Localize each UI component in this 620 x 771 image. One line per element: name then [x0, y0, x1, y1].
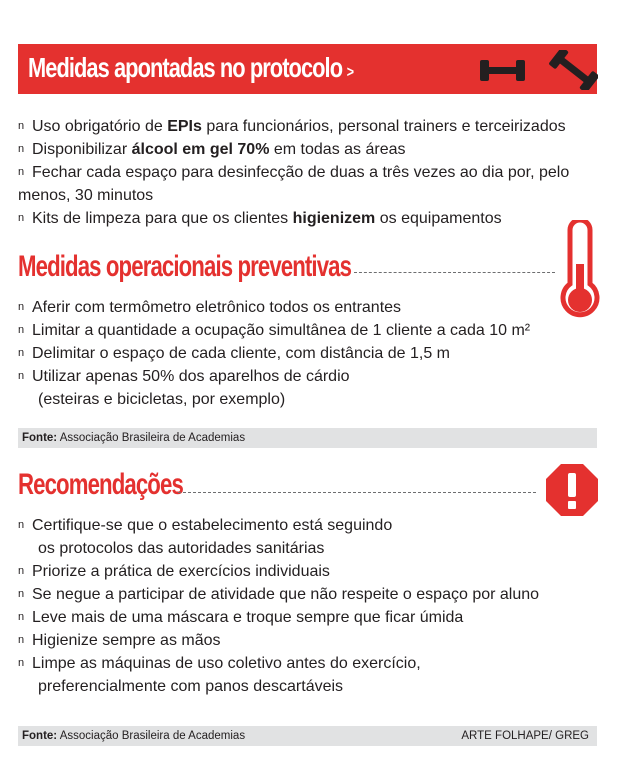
list-item: n Priorize a prática de exercícios individuais: [18, 560, 608, 583]
section-title-recomendacoes: Recomendações: [18, 468, 183, 501]
bullet-icon: n: [18, 370, 25, 382]
bullet-icon: n: [18, 634, 25, 646]
list-item: n Uso obrigatório de EPIs para funcionários, personal trainers e terceirizados: [18, 115, 608, 138]
dumbbell-icon: [478, 50, 598, 90]
protocol-list: [18, 115, 608, 230]
operational-list: [18, 296, 608, 411]
source-note: [18, 428, 597, 448]
list-item: n Utilizar apenas 50% dos aparelhos de cárdio (esteiras e bicicletas, por exemplo): [18, 365, 608, 411]
dotted-divider: [178, 492, 536, 493]
bullet-icon: n: [18, 143, 25, 155]
section-banner: [18, 44, 597, 94]
list-item: n Limitar a quantidade a ocupação simultânea de 1 cliente a cada 10 m²: [18, 319, 608, 342]
bullet-icon: n: [18, 301, 25, 313]
bullet-icon: n: [18, 212, 25, 224]
list-item: n Fechar cada espaço para desinfecção de duas a três vezes ao dia por, pelo menos, 30 minutos: [18, 161, 608, 207]
source-text: Associação Brasileira de Academias: [57, 730, 246, 742]
bullet-icon: n: [18, 519, 25, 531]
list-item: n Certifique-se que o estabelecimento está seguindo os protocolos das autoridades sanitárias: [18, 514, 608, 560]
recommendations-list: [18, 514, 608, 698]
list-item: n Limpe as máquinas de uso coletivo antes do exercício, preferencialmente com panos descartáveis: [18, 652, 608, 698]
list-item: n Leve mais de uma máscara e troque sempre que ficar úmida: [18, 606, 608, 629]
banner-title-text: Medidas apontadas no protocolo: [28, 52, 343, 83]
bullet-icon: n: [18, 611, 25, 623]
source-label: Fonte:: [22, 432, 58, 444]
list-item-continuation: os protocolos das autoridades sanitárias: [38, 540, 325, 557]
bullet-icon: n: [18, 166, 25, 178]
warning-octagon-icon: [544, 462, 600, 518]
bullet-icon: n: [18, 565, 25, 577]
list-item: n Higienize sempre as mãos: [18, 629, 608, 652]
arrow-icon: >: [346, 64, 355, 81]
list-item: n Se negue a participar de atividade que não respeite o espaço por aluno: [18, 583, 608, 606]
list-item-continuation: menos, 30 minutos: [18, 187, 154, 204]
bullet-icon: n: [18, 347, 25, 359]
dotted-divider: [354, 272, 555, 273]
section-title-protocolo: [28, 52, 354, 84]
bullet-icon: n: [18, 324, 25, 336]
list-item-continuation: (esteiras e bicicletas, por exemplo): [38, 391, 286, 408]
bullet-icon: n: [18, 588, 25, 600]
list-item: n Kits de limpeza para que os clientes higienizem os equipamentos: [18, 207, 608, 230]
bullet-icon: n: [18, 657, 25, 669]
art-credit: ARTE FOLHAPE/ GREG: [461, 730, 589, 742]
source-label: Fonte:: [22, 730, 58, 742]
source-note: [18, 726, 597, 746]
source-text: Associação Brasileira de Academias: [57, 432, 246, 444]
list-item: n Delimitar o espaço de cada cliente, com distância de 1,5 m: [18, 342, 608, 365]
bullet-icon: n: [18, 120, 25, 132]
section-title-operacionais: Medidas operacionais preventivas: [18, 250, 352, 283]
list-item: n Disponibilizar álcool em gel 70% em todas as áreas: [18, 138, 608, 161]
list-item-continuation: preferencialmente com panos descartáveis: [38, 678, 344, 695]
list-item: n Aferir com termômetro eletrônico todos os entrantes: [18, 296, 608, 319]
